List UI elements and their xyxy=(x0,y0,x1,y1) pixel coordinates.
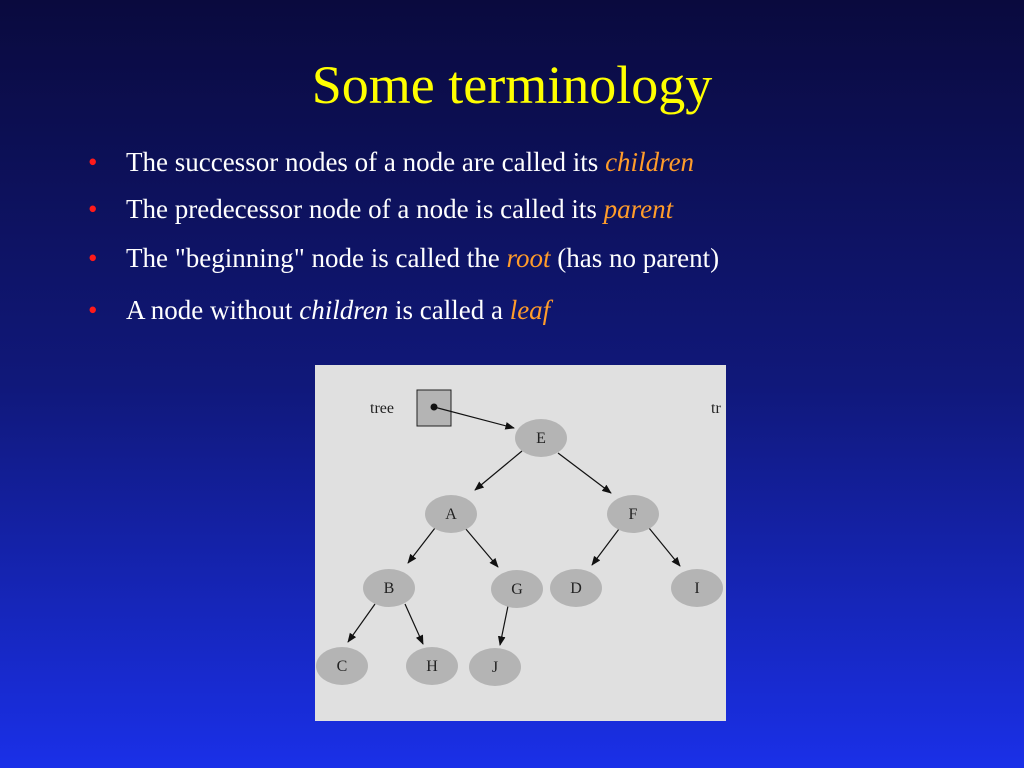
bullet-text: The predecessor node of a node is called its xyxy=(126,194,604,224)
node-I xyxy=(671,569,723,607)
node-A xyxy=(425,495,477,533)
node-B xyxy=(363,569,415,607)
term-children: children xyxy=(605,147,695,177)
edge-G-J xyxy=(500,606,508,645)
tree-figure xyxy=(315,365,726,721)
bullet-root xyxy=(88,242,719,274)
node-label: E xyxy=(536,430,546,447)
bullet-dot-icon: • xyxy=(88,243,98,273)
bullet-dot-icon: • xyxy=(88,295,98,325)
node-G xyxy=(491,570,543,608)
node-label: C xyxy=(336,658,348,675)
node-J xyxy=(469,648,521,686)
bullet-dot-icon: • xyxy=(88,194,98,224)
cropped-pointer-label: tr xyxy=(711,400,721,417)
edge-A-B xyxy=(408,528,435,563)
node-label: H xyxy=(426,658,438,675)
bullet-text-middle: is called a xyxy=(388,295,510,325)
node-label: F xyxy=(628,506,638,523)
term-children-italic: children xyxy=(299,295,389,325)
bullet-children xyxy=(88,146,719,178)
node-F xyxy=(607,495,659,533)
bullet-dot-icon: • xyxy=(88,147,98,177)
node-C xyxy=(316,647,368,685)
bullet-leaf xyxy=(88,294,719,326)
edge-A-G xyxy=(465,528,498,567)
node-E xyxy=(515,419,567,457)
edge-B-C xyxy=(348,604,375,642)
edge-B-H xyxy=(405,604,423,644)
edge-E-F xyxy=(558,453,611,493)
edge-F-D xyxy=(592,529,619,565)
bullet-text: The successor nodes of a node are called its xyxy=(126,147,606,177)
bullet-text: A node without xyxy=(126,295,300,325)
term-leaf: leaf xyxy=(509,295,551,325)
node-label: D xyxy=(570,580,582,597)
node-label: B xyxy=(383,580,395,597)
node-label: G xyxy=(511,581,523,598)
edge-E-A xyxy=(475,451,522,490)
node-label: A xyxy=(445,506,457,523)
edge-F-I xyxy=(649,528,680,566)
node-D xyxy=(550,569,602,607)
node-H xyxy=(406,647,458,685)
bullet-text-suffix: (has no parent) xyxy=(550,243,720,273)
term-parent: parent xyxy=(603,194,674,224)
bullet-text: The "beginning" node is called the xyxy=(126,243,507,273)
slide-title: Some terminology xyxy=(311,55,713,115)
term-root: root xyxy=(506,243,551,273)
node-label: J xyxy=(491,659,499,676)
bullet-parent xyxy=(88,193,719,225)
node-label: I xyxy=(694,580,700,597)
tree-pointer-label: tree xyxy=(370,400,394,417)
tree-diagram xyxy=(315,365,726,721)
bullet-list xyxy=(88,146,719,326)
